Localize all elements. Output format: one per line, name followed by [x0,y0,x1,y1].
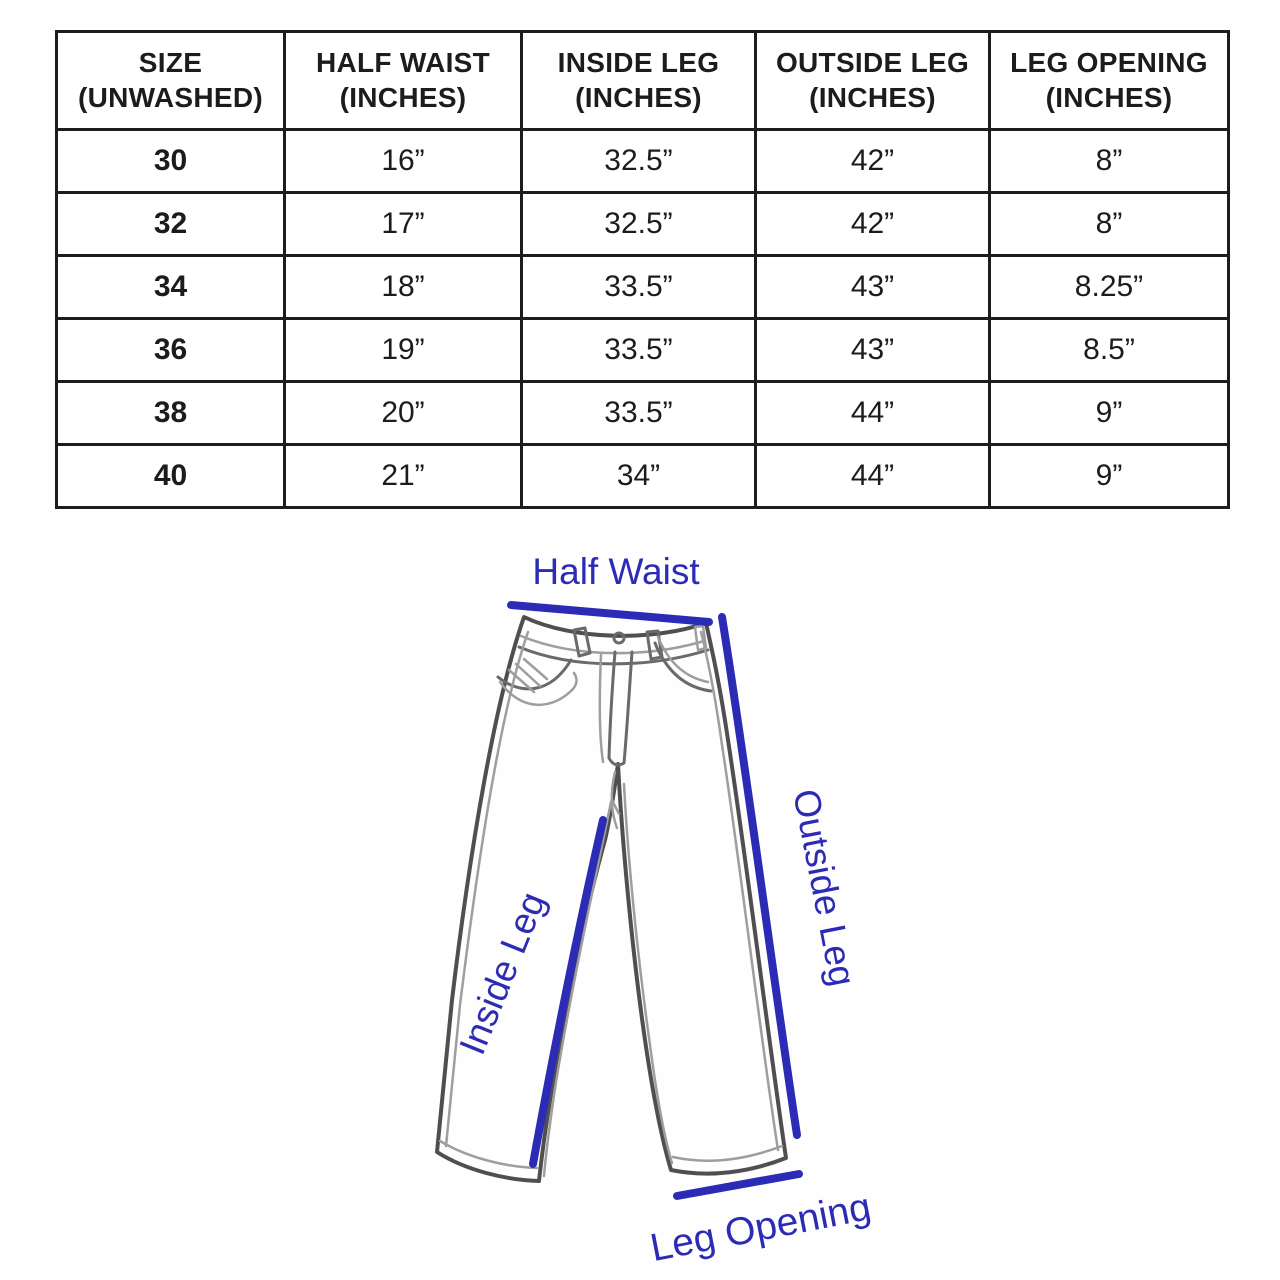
column-unit: (INCHES) [575,81,702,113]
waist-button-icon [614,633,624,643]
half-waist-cell: 19” [285,319,522,382]
leg-opening-cell: 8.25” [990,256,1229,319]
size-cell: 38 [57,382,285,445]
inside-leg-cell: 32.5” [522,130,756,193]
half-waist-label: Half Waist [532,551,700,592]
column-title: OUTSIDE LEG [775,46,970,78]
column-title: HALF WAIST [315,46,491,78]
inside-leg-cell: 34” [522,445,756,508]
fly-stitch [600,655,603,762]
half-waist-cell: 17” [285,193,522,256]
outside-leg-cell: 44” [756,382,990,445]
leg-opening-cell: 9” [990,445,1229,508]
inside-leg-cell: 33.5” [522,319,756,382]
leg-opening-cell: 8” [990,193,1229,256]
column-unit: (INCHES) [809,81,936,113]
half-waist-cell: 18” [285,256,522,319]
column-title: SIZE [138,46,203,78]
column-title: INSIDE LEG [557,46,720,78]
fly-placket [609,652,632,765]
size-cell: 34 [57,256,285,319]
inside-leg-label: Inside Leg [451,886,554,1061]
size-cell: 40 [57,445,285,508]
outside-leg-cell: 42” [756,130,990,193]
column-unit: (INCHES) [1045,81,1173,113]
column-unit: (INCHES) [339,81,467,113]
half-waist-line [511,605,709,622]
column-title: LEG OPENING [1010,46,1208,78]
leg-opening-cell: 8.5” [990,319,1229,382]
right-inner-stitch [624,784,672,1163]
outside-leg-label: Outside Leg [785,785,864,990]
leg-opening-line [677,1174,799,1196]
left-hem-stitch [440,1141,537,1168]
size-cell: 36 [57,319,285,382]
size-cell: 32 [57,193,285,256]
leg-opening-cell: 9” [990,382,1229,445]
inside-leg-cell: 33.5” [522,256,756,319]
outside-leg-cell: 44” [756,445,990,508]
size-cell: 30 [57,130,285,193]
outside-leg-cell: 42” [756,193,990,256]
outside-leg-cell: 43” [756,319,990,382]
inside-leg-cell: 32.5” [522,193,756,256]
column-unit: (UNWASHED) [78,81,263,113]
inside-leg-line [533,820,603,1164]
outside-leg-cell: 43” [756,256,990,319]
half-waist-cell: 20” [285,382,522,445]
half-waist-cell: 16” [285,130,522,193]
leg-opening-cell: 8” [990,130,1229,193]
outside-leg-line [722,617,797,1135]
inside-leg-cell: 33.5” [522,382,756,445]
right-hem-stitch [673,1146,782,1161]
waistband-stitch [521,636,704,653]
leg-opening-label: Leg Opening [646,1185,875,1271]
half-waist-cell: 21” [285,445,522,508]
